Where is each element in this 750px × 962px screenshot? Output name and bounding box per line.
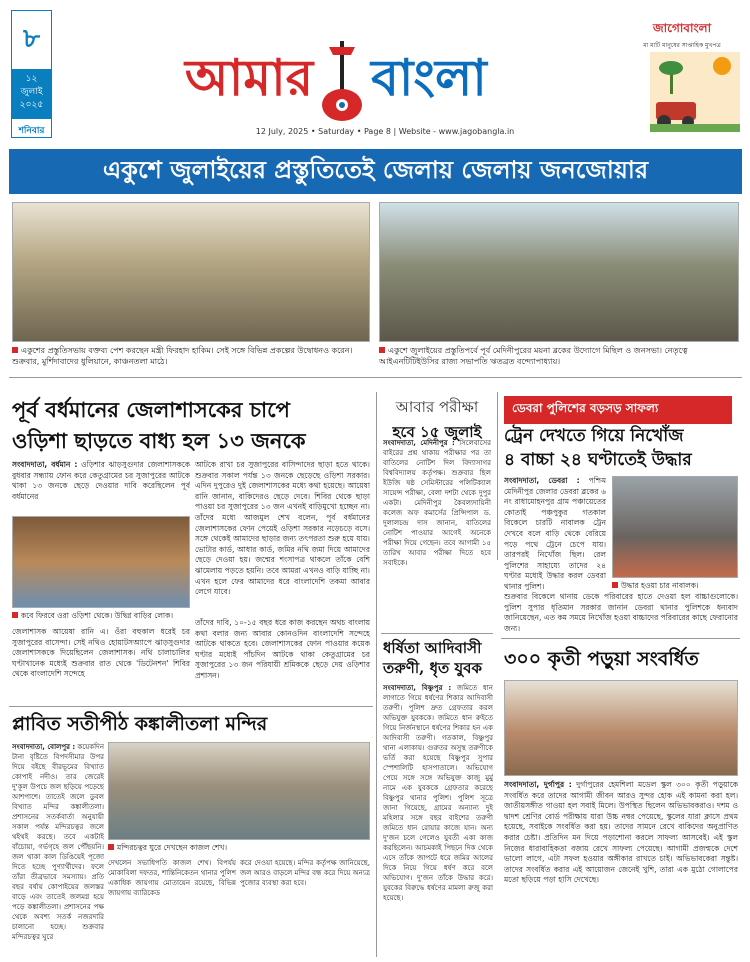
photo-caption-left: একুশের প্রস্তুতিসভায় বক্তব্য পেশ করছেন মন্ত্রী ফিরহাদ হাকিম। সেই সঙ্গে বিভিন্ন প্রকল্পের উদ্বোধনও করেন। শুক্রবার, মুর্শিদাবাদের ধুলিয়ানে, কাঞ্চনতলা মাঠে।	[12, 346, 353, 366]
story1-col2-more: তাঁদের দাবি, ১০-১৫ বছর ধরে কাজ করছেন অথচ বাংলায় কথা বলার জন্য আবার কোনওদিন বাংলাদেশি সন্দেহে আটকে থাকতে হবে। জেলাশাসকের ফোন পাওয়ার কয়েক ঘণ্টার মধ্যেই পাঁচদিন আটকে থাকা কেতুগ্রামের চর সুজাপুরের ১৩ জন পরিযায়ী শ্রমিককে ছেড়ে দেয় ওড়িশার প্রশাসন।	[195, 618, 370, 680]
story5-headline: ৩০০ কৃতী পড়ুয়া সংবর্ধিত	[504, 648, 699, 670]
lead-banner: একুশে জুলাইয়ের প্রস্তুতিতেই জেলায় জেলায় জনজোয়ার	[9, 149, 742, 194]
edition-day: শনিবার	[18, 126, 45, 136]
column-divider	[376, 392, 377, 957]
story2-headline: আবার পরীক্ষা হবে ১৫ জুলাই	[392, 398, 482, 441]
story1-photo	[12, 516, 190, 608]
story6-col2: দেখলেন সভাধিপতি কাজল শেখ। বিপর্যয় মোকাবিলা দফতর, শান্তিনিকেতন থানার পুলিশ একাধিক জায়গায় মোতায়েন রয়েছে, বিভিন্ন জায়গায় ব্যারিকেড	[108, 859, 236, 897]
masthead-left: আমার	[185, 47, 314, 107]
rally-photo-left	[12, 202, 370, 342]
masthead	[185, 38, 565, 126]
story6-photo-caption: মন্দিরচত্বর ঘুরে দেখছেন কাজল শেখ।	[108, 842, 370, 853]
story3-headline: ধর্ষিতা আদিবাসী তরুণী, ধৃত যুবক	[383, 639, 482, 677]
story4-body-more: শুক্রবার বিকেলে থানায় ডেকে পরিবারের হাতে দেওয়া হল বাচ্চাগুলোকে। পুলিশ সুপার ধৃতিমান সরকার জানান ডেবরা থানার পুলিশকে ধন্যবাদ জানিয়েছেন, এত কম সময়ে নিখোঁজ হওয়া বাচ্চাদের পরিবারের কাছে ফেরানোর জন্য।	[504, 592, 738, 633]
photo-caption-right: একুশে জুলাইয়ের প্রস্তুতিপর্বে পূর্ব মেদিনীপুরের ময়না ব্লকের উদ্যোগে মিছিল ও জনসভা। নেতৃত্বে আইএনটিটিইউসির রাজ্য সভাপতি ঋতব্রত বন্দ্যোপাধ্যায়।	[379, 346, 688, 366]
story4-headline: ট্রেন দেখতে গিয়ে নিখোঁজ ৪ বাচ্চা ২৪ ঘণ্টাতেই উদ্ধার	[504, 426, 692, 470]
brand-tagline: মা মাটি মানুষের সাপ্তাহিক মুখপত্র	[643, 42, 721, 49]
rally-photo-right	[379, 202, 739, 342]
story4-body: সংবাদদাতা, ডেবরা : পশ্চিম মেদিনীপুর জেলার ডেবরা ব্লকের ৬ নং রাধামোহনপুর গ্রাম পঞ্চায়েতের কোতাই পঞ্চপুকুর গতকাল বিকেলে চারটি নাবালক ট্রেন দেখবে বলে বাড়ি থেকে বেরিয়ে পড়ে পথে ট্রেনে চেপে যায়। তারপরই নিখোঁজ ছিল। রেল পুলিশের সাহায্যে তাদের ২৪ ঘণ্টার মধ্যেই উদ্ধার করল ডেবরা থানার পুলিশ।	[504, 476, 606, 590]
veena-logo-icon	[315, 39, 369, 125]
story1-col1: সংবাদদাতা, বর্ধমান : ওড়িশার ঝাড়সুগুদার জেলাশাসককে বুধবার সন্ধ্যায় ফোন করে কেতুগ্রামের চর সুজাপুরের আটকে থাকা ১৩ জনকে ছেড়ে দেওয়ার দাবি করেছিলেন পূর্ব বর্ধমানের	[12, 460, 190, 501]
page-number: ৮	[23, 24, 40, 54]
divider	[501, 638, 740, 639]
divider	[381, 633, 493, 634]
divider	[9, 377, 742, 378]
masthead-right: বাংলা	[371, 47, 487, 107]
story6-col3: করে দেওয়া হয়েছে। মন্দির কর্তৃপক্ষ জানিয়েছে, জল আরও বাড়লে মন্দির বন্ধ করে দিয়ে অন্যত্র পুজোর ব্যবস্থা করা হবে।	[240, 859, 370, 887]
edition-date: ১২ জুলাই ২০২৫	[12, 69, 51, 119]
column-divider	[497, 392, 498, 560]
story1-col2: আটকে রাখা চর সুজাপুরের বাসিন্দাদের ছাড়া হতে থাকে। শুক্রবার সকাল পর্যন্ত ১৩ জনকে ছেড়েছে ওড়িশা সরকার। এদিন দুপুরেও দুই জেলাশাসকের মধ্যে কথা হয়েছে। আয়েষা রানি জানান, বাকিদেরও ছেড়ে দেবে। শিবির থেকে ছাড়া পাওয়া চর সুজাপুরের ১৩ জন এখনই বাড়িমুখো হচ্ছেন না। তাঁদের মধ্যে আজমুল শেখ বলেন, পূর্ব বর্ধমানের জেলাশাসকের ফোন পেয়েই ওড়িশা সরকার নড়েচড়ে বসে। সঙ্গে থেকেই আমাদের ছাড়ার জন্য তৎপরতা শুরু হয়ে যায়। ভোটার কার্ড, আধার কার্ড, জমির নথি জমা দিয়ে আমাদের ছেড়ে দেওয়া হয়। জন্মের শংসাপত্র থাকলে তাঁকে বেশি ঝামেলায় পড়তে হয়নি। তবে আমরা এখনও বাড়ি যাচ্ছি না। এখন হলে ফের আমাদের ধরে বাংলাদেশি তকমা আবার লেগে যাবে।	[195, 460, 370, 597]
farmer-illustration-icon	[650, 52, 740, 132]
story4-photo	[612, 476, 738, 578]
story4-photo-caption: উদ্ধার হওয়া চার নাবালক।	[612, 580, 738, 591]
story3-body: সংবাদদাতা, বিষ্ণুপুর : জমিতে ধান লাগাতে গিয়ে ধর্ষণের শিকার আদিবাসী তরুণী। পুলিশ দ্রুত গ্রেফতার করল অভিযুক্ত যুবককে। জমিতে ধান রুইতে গিয়ে নির্জনস্থানে ধর্ষণের শিকার হন এক আদিবাসী তরুণী। গতকাল, বিষ্ণুপুর থানা এলাকায়। গুরুতর অসুস্থ তরুণীকে ভর্তি করা হয়েছে বিষ্ণুপুর সুপার স্পেশালিটি হাসপাতালে। অভিযোগ পেয়ে সঙ্গে সঙ্গে অভিযুক্ত কাজু মুর্মু নামে এক যুবককে গ্রেফতার করেছে বিষ্ণুপুর থানার পুলিশ। পুলিশ সূত্রে জানা গিয়েছে, গ্রামের অন্যান্য দুই মহিলার সঙ্গে বছর বাইশের তরুণী জমিতে ধান রোয়ার কাজে যান। অন্য দু'জন চলে গেলেও যুবতী একা কাজ করছিলেন। আচমকাই পিছনে দিক থেকে এসে তাঁকে জাপটে ধরে জমির আলের দিকে নিয়ে গিয়ে ধর্ষণ করে বলে অভিযোগ। দু'জন তাঁকে উদ্ধার করে। যুবকের বিরুদ্ধে ধর্ষণের মামলা রুজু করা হয়েছে।	[383, 684, 493, 902]
divider	[9, 706, 373, 707]
brand-name: জাগোবাংলা	[652, 21, 712, 35]
story6-col1: সংবাদদাতা, বোলপুর : কয়েকদিন টানা বৃষ্টিতে বিপদসীমার উপর দিয়ে বইছে বীরভূমের বিখ্যাত কোপাই নদীও। তার জেরেই দু'কূল উপচে জল ছড়িয়ে পড়েছে আশপাশে। তাতেই জলে ডুবল বিখ্যাত মন্দির কঙ্কালীতলা। প্রশাসনের সতর্কবার্তা অনুযায়ী সকাল পর্যন্ত মন্দিরচত্বর জলে থইথই করছে। তবে একটাই বাঁচোয়া, গর্ভগৃহে জল পৌঁছয়নি। জল থাকা কাল ডিঙিয়েই পূজো দিতে হচ্ছে পুণ্যার্থীদের। ফলে তাঁরা তীব্রভাবে সমস্যায়। প্রতি বছর বর্ষায় কোপাইয়ের জলস্তর বাড়ে এবং তাতেই জলমগ্ন হয়ে পড়ে কঙ্কালীতলা। প্রশাসনের পক্ষ থেকে অবশ্য সতর্ক নজরদারি চালানো হচ্ছে। শুক্রবার মন্দিরচত্বর ঘুরে	[12, 743, 104, 941]
story5-body: সংবাদদাতা, দুর্গাপুর : দুর্গাপুরের হেমশিলা মডেল স্কুল ৩০০ কৃতী পড়ুয়াকে সংবর্ধিত করে তাদের আগামী জীবন আরও সুন্দর হোক এই কামনা করা হল। জাতীয়সঙ্গীত গাওয়া হল সবাই মিলে। উপস্থিত ছিলেন অভিভাবকরাও। দশম ও দ্বাদশ শ্রেণির বোর্ড পরীক্ষায় যারা উচ্চ নম্বর পেয়েছে, স্কুলের যারা ক্লাসে প্রথম হয়েছে, সবাইকে সংবর্ধিত করা হয়। তাদের সামনে রেখে বাকিদের অনুপ্রাণিত করার চেষ্টা। প্রতিদিন মন দিয়ে পড়াশোনা করলে সাফল্য আসবেই। এই স্কুল নিজের ধারাবাহিকতা বজায় রেখে সাফল্য পেয়েছে। আগামী প্রজন্মকে দেশে ভালো লাগে, এটা সফল হওয়ার অঙ্গীকার রাখতে চাই। অভিভাবকেরা সন্তুষ্ট। তাদের সংবর্ধিত করার এই আয়োজন জেনেই খুশি, তারা এক মুঠো গোলাপের মতো ছড়িয়ে পড়া হাসি দেখেছে।	[504, 780, 738, 885]
story1-photo-caption: কবে ফিরবে ওরা ওড়িশা থেকে। উদ্বিগ্ন বাড়ির লোক।	[12, 610, 190, 621]
story1-headline: পূর্ব বর্ধমানের জেলাশাসকের চাপে ওড়িশা ছাড়তে বাধ্য হল ১৩ জনকে	[12, 397, 306, 453]
story1-col1-more: জেলাশাসক আয়েষা রানি এ। ওঁরা বহুকাল ধরেই চর সুজাপুরের বাসেন্দা। সেই নথিও হোয়াটসঅ্যাপে ঝাড়সুগুদার জেলাশাসককে দিয়েছিলেন জেলাশাসক। নথি চালাচালির ঘণ্টাখানেক মধ্যেই শুক্রবার রাত থেকে 'ডিটেনশন' শিবির থেকে বাংলাদেশি সন্দেহে	[12, 627, 190, 679]
meta-line: 12 July, 2025 • Saturday • Page 8 | Website - www.jagobangla.in	[255, 127, 515, 136]
brand-logo	[632, 20, 732, 51]
date-box	[11, 10, 52, 138]
story2-body: সংবাদদাতা, মেদিনীপুর : সিলেবাসের বাইরের প্রশ্ন থাকায় পরীক্ষার পর তা বাতিলের নোটিশ দিল বিদ্যাসাগর বিশ্ববিদ্যালয় কর্তৃপক্ষ। শুক্রবার ছিল ইউজি ষষ্ঠ সেমিস্টারের পলিটিক্যাল সায়েন্স পরীক্ষা, বেলা দশটা থেকে দুপুর একটা। মেদিনীপুর কৈবল্যদায়িনী কলেজ অফ কমার্সের প্রিন্সিপাল ড. দুলালচন্দ্র দাস জানান, বাতিলের নোটিশ পাওয়ার আগেই অনেকে পরীক্ষা দিয়ে গেছেন। তবে আগামী ১৫ তারিখ আবার পরীক্ষা দিতে হবে সবাইকে।	[383, 439, 491, 567]
story4-tag: ডেবরা পুলিশের বড়সড় সাফল্য	[504, 396, 732, 424]
story6-photo	[108, 742, 370, 840]
story6-headline: প্লাবিত সতীপীঠ কঙ্কালীতলা মন্দির	[12, 713, 268, 735]
story5-photo	[504, 680, 738, 776]
